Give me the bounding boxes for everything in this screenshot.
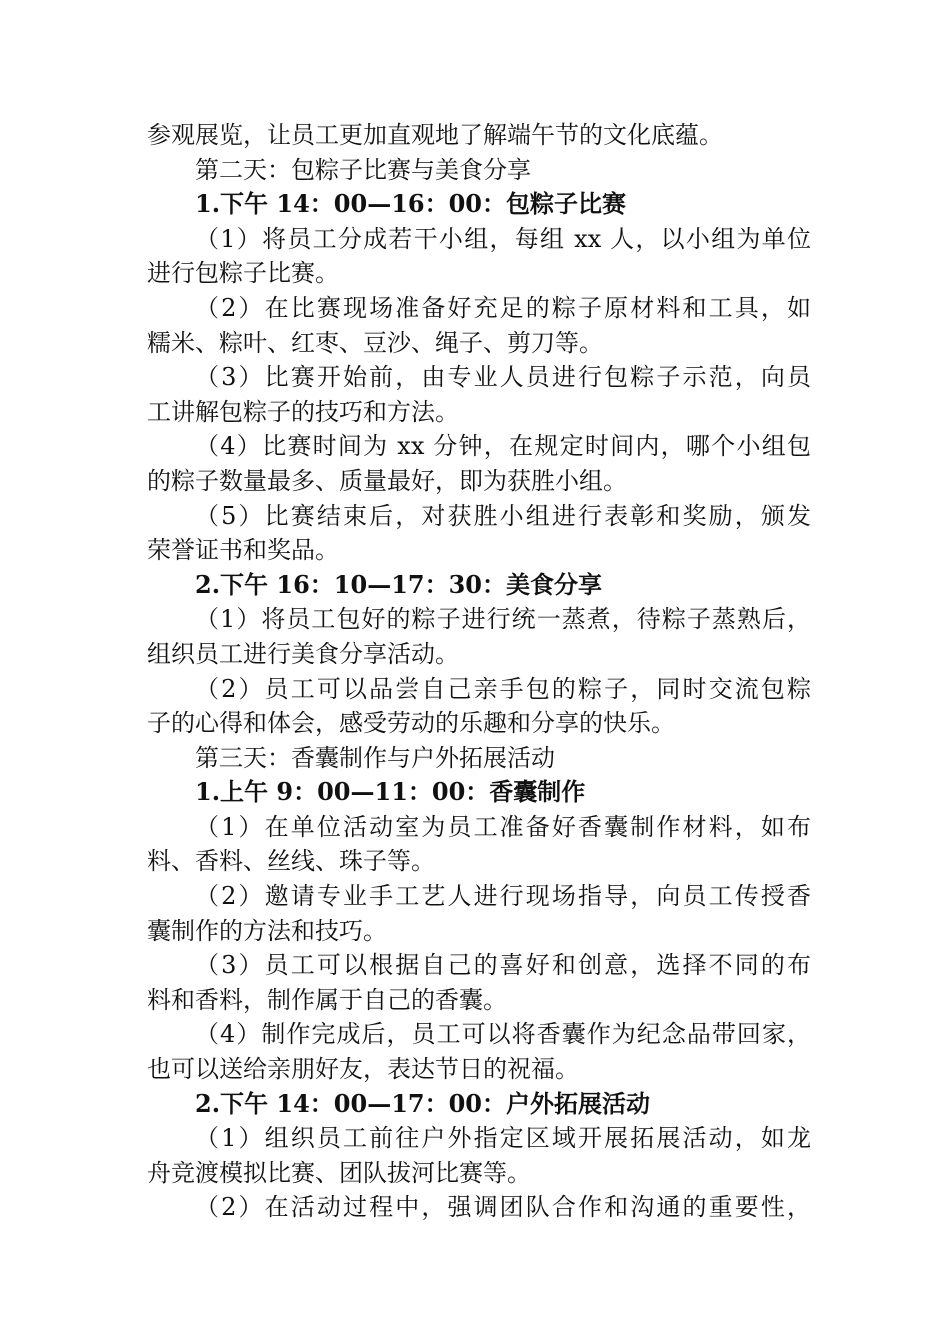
subheading-zongzi-contest: 1.下午 14：00—16：00：包粽子比赛 xyxy=(195,189,627,219)
paragraph-line: 子的心得和体会，感受劳动的乐趣和分享的快乐。 xyxy=(147,709,675,738)
paragraph-line: （1）将员工包好的粽子进行统一蒸煮，待粽子蒸熟后， xyxy=(195,605,811,634)
paragraph-line: （2）在活动过程中，强调团队合作和沟通的重要性， xyxy=(195,1193,811,1222)
paragraph-line: 工讲解包粽子的技巧和方法。 xyxy=(147,397,459,426)
paragraph-line: 参观展览，让员工更加直观地了解端午节的文化底蕴。 xyxy=(147,121,723,149)
paragraph-line: （1）组织员工前往户外指定区域开展拓展活动，如龙 xyxy=(195,1124,811,1153)
paragraph-line: （3）比赛开始前，由专业人员进行包粽子示范，向员 xyxy=(195,363,811,392)
paragraph-line: 糯米、粽叶、红枣、豆沙、绳子、剪刀等。 xyxy=(147,328,603,357)
subheading-outdoor-activities: 2.下午 14：00—17：00：户外拓展活动 xyxy=(195,1088,651,1118)
paragraph-line: （2）员工可以品尝自己亲手包的粽子，同时交流包粽 xyxy=(195,674,811,703)
paragraph-line: 舟竞渡模拟比赛、团队拔河比赛等。 xyxy=(147,1158,531,1187)
paragraph-line: （4）制作完成后，员工可以将香囊作为纪念品带回家， xyxy=(195,1020,811,1049)
paragraph-line: （1）将员工分成若干小组，每组 xx 人，以小组为单位 xyxy=(195,224,811,253)
paragraph-line: （2）邀请专业手工艺人进行现场指导，向员工传授香 xyxy=(195,882,811,911)
paragraph-line: 料、香料、丝线、珠子等。 xyxy=(147,847,435,876)
paragraph-line: （1）在单位活动室为员工准备好香囊制作材料，如布 xyxy=(195,812,811,841)
section-title-day-3: 第三天：香囊制作与户外拓展活动 xyxy=(195,743,555,772)
subheading-sachet-making: 1.上午 9：00—11：00：香囊制作 xyxy=(195,777,586,807)
section-title-day-2: 第二天：包粽子比赛与美食分享 xyxy=(195,155,531,184)
paragraph-line: （4）比赛时间为 xx 分钟，在规定时间内，哪个小组包 xyxy=(195,432,811,461)
document-page xyxy=(147,118,811,1225)
paragraph-line: （5）比赛结束后，对获胜小组进行表彰和奖励，颁发 xyxy=(195,501,811,530)
paragraph-line: 也可以送给亲朋好友，表达节日的祝福。 xyxy=(147,1055,579,1084)
paragraph-line: （2）在比赛现场准备好充足的粽子原材料和工具，如 xyxy=(195,293,811,322)
paragraph-line: 组织员工进行美食分享活动。 xyxy=(147,639,459,668)
paragraph-line: 囊制作的方法和技巧。 xyxy=(147,916,387,945)
paragraph-line: 进行包粽子比赛。 xyxy=(147,259,339,288)
paragraph-line: 的粽子数量最多、质量最好，即为获胜小组。 xyxy=(147,466,627,495)
subheading-food-sharing: 2.下午 16：10—17：30：美食分享 xyxy=(195,569,603,599)
paragraph-line: （3）员工可以根据自己的喜好和创意，选择不同的布 xyxy=(195,951,811,980)
paragraph-line: 料和香料，制作属于自己的香囊。 xyxy=(147,985,507,1014)
paragraph-line: 荣誉证书和奖品。 xyxy=(147,536,339,565)
